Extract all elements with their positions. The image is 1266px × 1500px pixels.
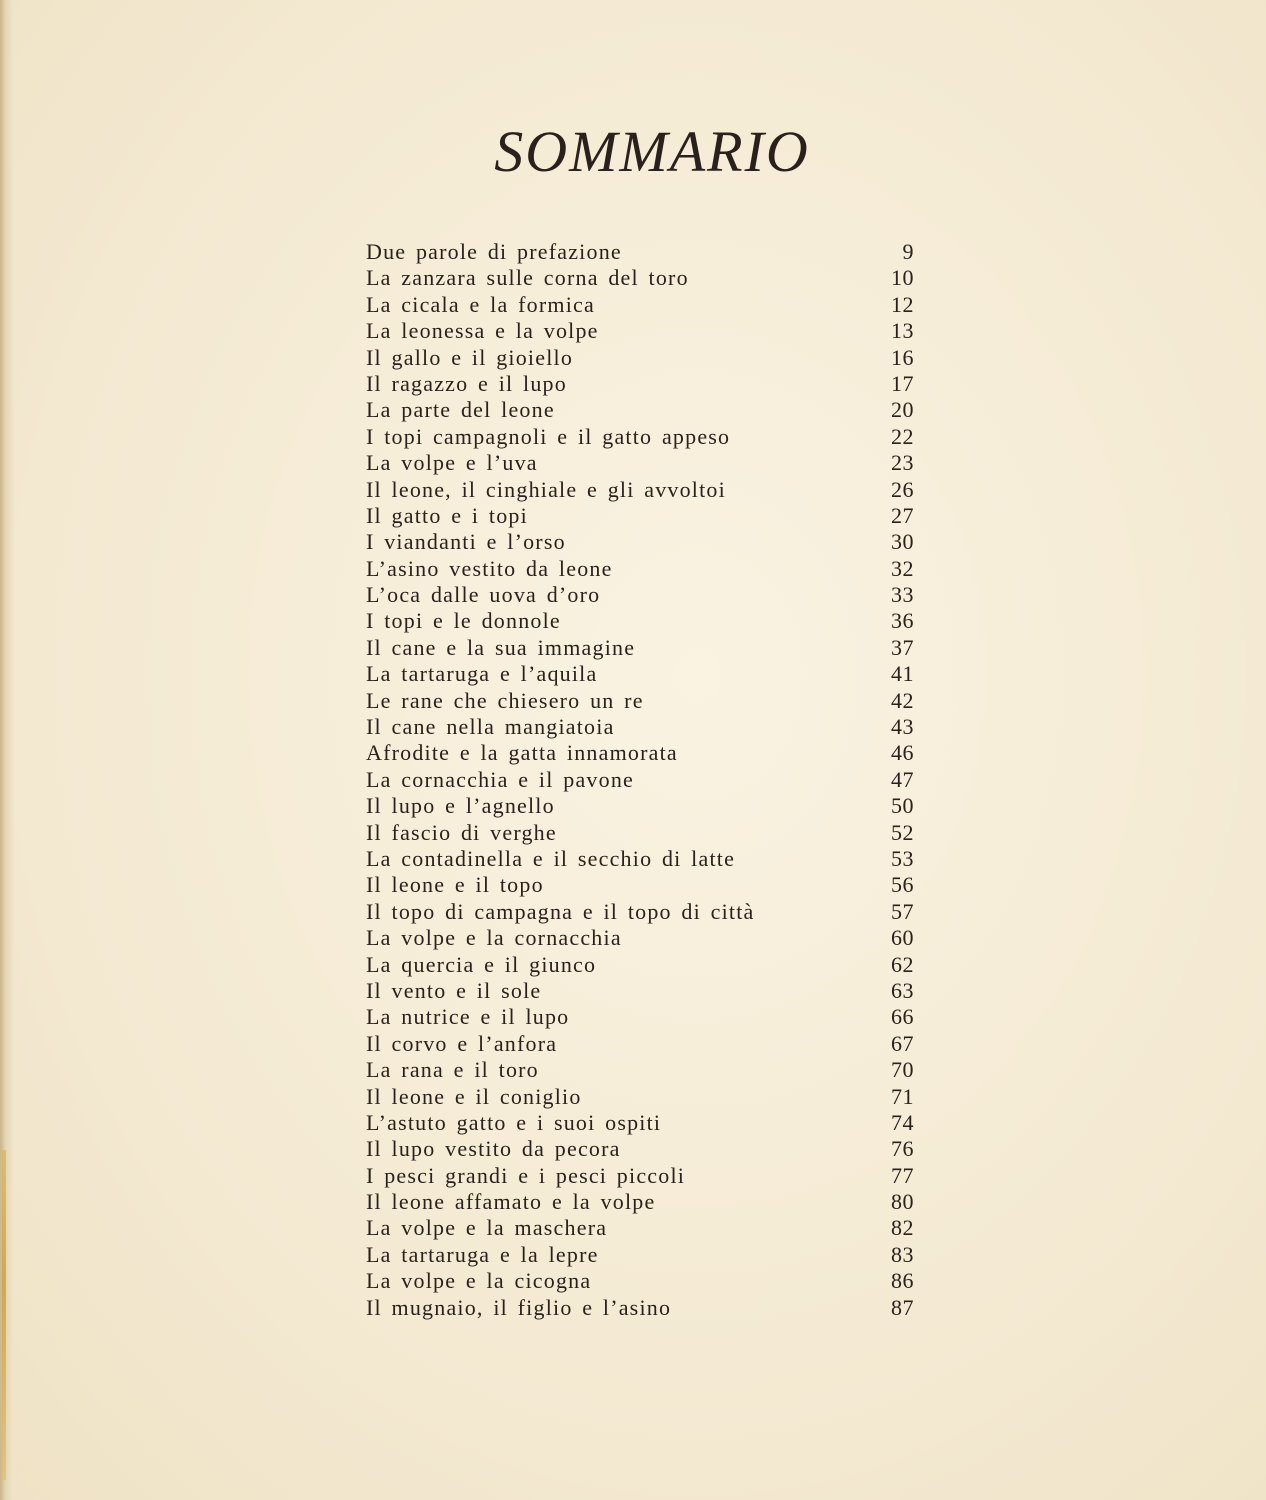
toc-entry (366, 899, 914, 925)
toc-entry-title: I topi e le donnole (366, 608, 561, 634)
toc-entry (366, 767, 914, 793)
toc-entry-title: La contadinella e il secchio di latte (366, 845, 736, 871)
toc-entry-page-number: 83 (891, 1241, 914, 1267)
toc-entry-title: La zanzara sulle corna del toro (366, 265, 689, 291)
toc-entry (366, 292, 914, 318)
toc-entry-page-number: 42 (891, 687, 914, 713)
toc-entry-page-number: 87 (891, 1294, 914, 1320)
toc-entry-title: Il leone e il topo (366, 872, 544, 898)
table-of-contents (366, 239, 914, 1321)
toc-entry-page-number: 33 (891, 582, 914, 608)
toc-entry-page-number: 20 (891, 397, 914, 423)
toc-entry-page-number: 52 (891, 819, 914, 845)
toc-entry-title: Le rane che chiesero un re (366, 687, 644, 713)
toc-entry (366, 239, 914, 265)
toc-entry-title: La rana e il toro (366, 1057, 539, 1083)
toc-entry-page-number: 9 (902, 239, 914, 264)
toc-entry-page-number: 70 (891, 1057, 914, 1083)
toc-entry (366, 1057, 914, 1083)
toc-entry-title: Il ragazzo e il lupo (366, 370, 567, 396)
toc-entry-page-number: 30 (891, 529, 914, 555)
toc-entry-title: Due parole di prefazione (366, 239, 622, 264)
toc-entry (366, 345, 914, 371)
toc-entry (366, 661, 914, 687)
toc-entry (366, 1268, 914, 1294)
toc-entry (366, 424, 914, 450)
toc-entry-page-number: 60 (891, 925, 914, 951)
toc-entry (366, 582, 914, 608)
toc-entry-page-number: 71 (891, 1083, 914, 1109)
toc-entry-title: La leonessa e la volpe (366, 318, 599, 344)
toc-entry-page-number: 23 (891, 450, 914, 476)
toc-entry (366, 1004, 914, 1030)
toc-entry-page-number: 50 (891, 793, 914, 819)
toc-entry-page-number: 62 (891, 951, 914, 977)
toc-entry-title: La cicala e la formica (366, 291, 595, 317)
toc-entry (366, 503, 914, 529)
toc-entry-page-number: 41 (891, 661, 914, 687)
toc-entry-title: Il leone e il coniglio (366, 1083, 582, 1109)
toc-entry-title: La volpe e la cicogna (366, 1268, 592, 1294)
toc-entry-page-number: 57 (891, 898, 914, 924)
toc-entry-page-number: 74 (891, 1109, 914, 1135)
toc-entry-title: La volpe e la cornacchia (366, 925, 622, 951)
toc-entry (366, 450, 914, 476)
toc-entry-title: Il cane e la sua immagine (366, 634, 636, 660)
toc-entry-page-number: 63 (891, 977, 914, 1003)
toc-entry-title: La tartaruga e l’aquila (366, 661, 598, 687)
toc-entry-page-number: 76 (891, 1136, 914, 1162)
toc-entry-title: La volpe e l’uva (366, 450, 538, 476)
toc-entry (366, 265, 914, 291)
toc-entry-page-number: 37 (891, 634, 914, 660)
toc-entry-page-number: 12 (891, 291, 914, 317)
toc-entry-page-number: 80 (891, 1189, 914, 1215)
toc-entry-page-number: 47 (891, 766, 914, 792)
toc-entry (366, 714, 914, 740)
toc-entry (366, 925, 914, 951)
toc-entry (366, 740, 914, 766)
toc-entry (366, 397, 914, 423)
toc-entry-page-number: 46 (891, 740, 914, 766)
toc-entry-page-number: 43 (891, 714, 914, 740)
toc-entry-page-number: 27 (891, 502, 914, 528)
toc-entry (366, 978, 914, 1004)
toc-entry-title: L’oca dalle uova d’oro (366, 582, 601, 608)
toc-entry (366, 846, 914, 872)
toc-entry-page-number: 56 (891, 872, 914, 898)
toc-entry-page-number: 16 (891, 344, 914, 370)
toc-entry-title: I pesci grandi e i pesci piccoli (366, 1162, 686, 1188)
toc-entry-title: Il cane nella mangiatoia (366, 714, 615, 740)
toc-entry (366, 820, 914, 846)
page-title: SOMMARIO (494, 119, 810, 184)
toc-entry (366, 608, 914, 634)
toc-entry (366, 872, 914, 898)
page-binding-edge (0, 0, 14, 1500)
toc-entry-page-number: 86 (891, 1268, 914, 1294)
toc-entry-page-number: 10 (891, 265, 914, 291)
toc-entry-title: La parte del leone (366, 397, 555, 423)
toc-entry-page-number: 77 (891, 1162, 914, 1188)
toc-entry (366, 556, 914, 582)
toc-entry-title: La tartaruga e la lepre (366, 1241, 599, 1267)
toc-entry-title: Il mugnaio, il figlio e l’asino (366, 1294, 672, 1320)
toc-entry (366, 952, 914, 978)
toc-entry-title: L’asino vestito da leone (366, 555, 613, 581)
toc-entry-page-number: 26 (891, 476, 914, 502)
toc-entry-page-number: 32 (891, 555, 914, 581)
toc-entry-title: Il vento e il sole (366, 977, 542, 1003)
toc-entry-title: Il gatto e i topi (366, 502, 528, 528)
toc-entry-title: I viandanti e l’orso (366, 529, 566, 555)
toc-entry-title: Il gallo e il gioiello (366, 344, 574, 370)
toc-entry (366, 793, 914, 819)
toc-entry-page-number: 36 (891, 608, 914, 634)
toc-entry-title: Il leone, il cinghiale e gli avvoltoi (366, 476, 726, 502)
toc-entry (366, 635, 914, 661)
toc-entry-title: Il fascio di verghe (366, 819, 557, 845)
toc-entry-title: La quercia e il giunco (366, 951, 597, 977)
toc-entry-page-number: 66 (891, 1004, 914, 1030)
toc-entry (366, 1242, 914, 1268)
toc-entry (366, 1031, 914, 1057)
toc-entry-title: Il topo di campagna e il topo di città (366, 898, 755, 924)
toc-entry (366, 529, 914, 555)
toc-entry-title: Afrodite e la gatta innamorata (366, 740, 678, 766)
toc-entry (366, 477, 914, 503)
toc-entry (366, 1084, 914, 1110)
toc-entry (366, 371, 914, 397)
toc-entry (366, 1163, 914, 1189)
toc-entry-title: Il leone affamato e la volpe (366, 1189, 656, 1215)
toc-entry-page-number: 82 (891, 1215, 914, 1241)
toc-entry-title: Il corvo e l’anfora (366, 1030, 558, 1056)
toc-entry-title: La nutrice e il lupo (366, 1004, 570, 1030)
toc-entry (366, 1215, 914, 1241)
toc-entry (366, 688, 914, 714)
toc-entry-title: La volpe e la maschera (366, 1215, 608, 1241)
toc-entry-page-number: 53 (891, 845, 914, 871)
toc-entry-title: Il lupo vestito da pecora (366, 1136, 621, 1162)
toc-entry (366, 1189, 914, 1215)
toc-entry-title: La cornacchia e il pavone (366, 766, 634, 792)
toc-entry (366, 1110, 914, 1136)
toc-entry-title: Il lupo e l’agnello (366, 793, 555, 819)
toc-entry-page-number: 67 (891, 1030, 914, 1056)
toc-entry-title: I topi campagnoli e il gatto appeso (366, 423, 731, 449)
toc-entry-page-number: 13 (891, 318, 914, 344)
toc-entry-title: L’astuto gatto e i suoi ospiti (366, 1109, 662, 1135)
toc-entry-page-number: 17 (891, 370, 914, 396)
toc-entry-page-number: 22 (891, 423, 914, 449)
toc-entry (366, 1136, 914, 1162)
toc-entry (366, 1295, 914, 1321)
toc-entry (366, 318, 914, 344)
